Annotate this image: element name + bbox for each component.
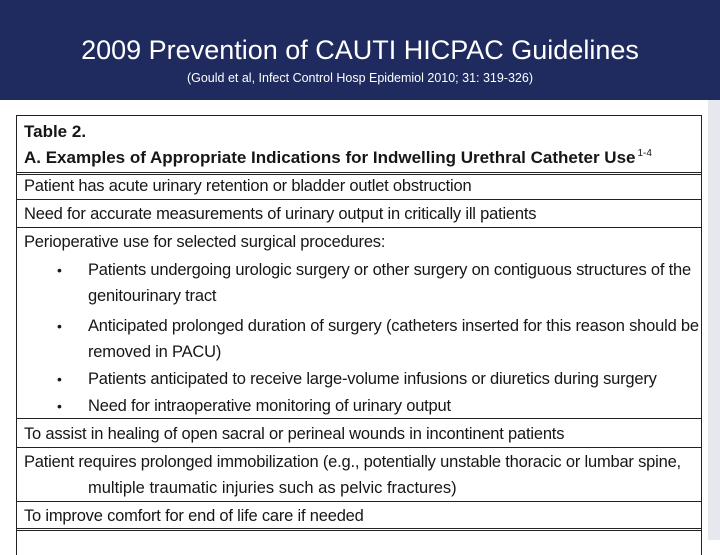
table-row-wound-healing: To assist in healing of open sacral or perineal wounds in incontinent patients: [24, 425, 565, 443]
table-caption: Table 2.: [24, 122, 87, 141]
slide-citation: (Gould et al, Infect Control Hosp Epidemiol 2010; 31: 319-326): [186, 71, 534, 85]
bullet-prolonged-surgery: Anticipated prolonged duration of surgery (catheters inserted for this reason should be: [88, 317, 699, 335]
row-divider: [17, 501, 701, 502]
table-row-end-of-life: To improve comfort for end of life care if needed: [24, 507, 364, 525]
bullet-intraoperative-monitoring: Need for intraoperative monitoring of urinary output: [88, 397, 451, 415]
row-divider: [17, 447, 701, 448]
bullet-urologic-surgery-cont: genitourinary tract: [88, 287, 217, 305]
bullet-urologic-surgery: Patients undergoing urologic surgery or other surgery on contiguous structures of the: [88, 261, 692, 279]
heading-reference: 1-4: [637, 148, 652, 159]
indications-table: [16, 115, 702, 555]
row-divider: [17, 172, 701, 175]
table-row-urinary-retention: Patient has acute urinary retention or bladder outlet obstruction: [24, 177, 472, 195]
row-divider: [17, 528, 701, 531]
table-row-perioperative: Perioperative use for selected surgical procedures:: [24, 233, 386, 251]
slide-title: 2009 Prevention of CAUTI HICPAC Guidelines: [81, 35, 639, 65]
table-row-immobilization-cont: multiple traumatic injuries such as pelvic fractures): [88, 479, 457, 497]
table-row-immobilization: Patient requires prolonged immobilization (e.g., potentially unstable thoracic or lumbar spine,: [24, 453, 681, 471]
row-divider: [17, 227, 701, 228]
table-row-output-measurement: Need for accurate measurements of urinary output in critically ill patients: [24, 205, 537, 223]
table-heading-text: A. Examples of Appropriate Indications for Indwelling Urethral Catheter Use: [24, 148, 636, 167]
bullet-large-volume-infusions: Patients anticipated to receive large-volume infusions or diuretics during surgery: [88, 370, 657, 388]
bullet-marker: •: [57, 398, 62, 414]
bullet-marker: •: [57, 371, 62, 387]
slide-header: [0, 0, 720, 100]
bullet-marker: •: [57, 262, 62, 278]
bullet-prolonged-surgery-cont: removed in PACU): [88, 343, 222, 361]
bullet-marker: •: [57, 318, 62, 334]
slide-edge: [708, 100, 720, 540]
row-divider: [17, 418, 701, 419]
row-divider: [17, 199, 701, 200]
table-heading: [24, 144, 652, 168]
